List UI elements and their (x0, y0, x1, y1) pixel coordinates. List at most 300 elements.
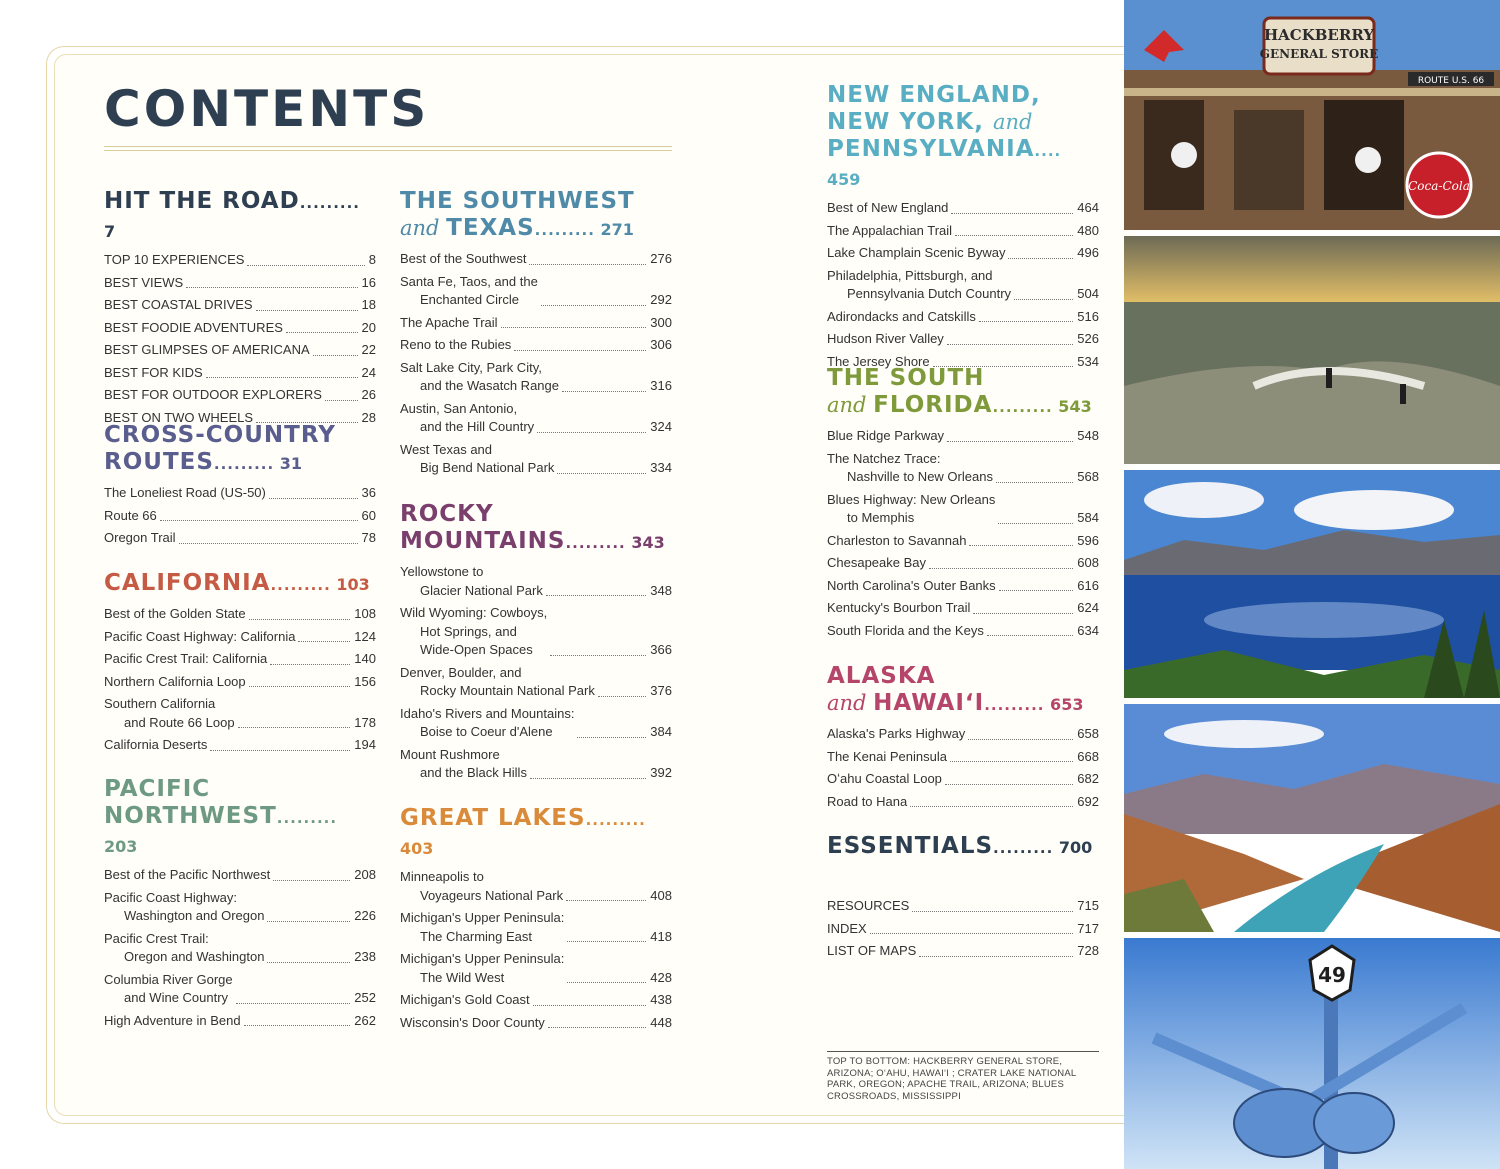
entry-title (827, 491, 995, 528)
leader-dots: ......... (565, 534, 626, 552)
entry-title-line: Denver, Boulder, and (400, 664, 522, 680)
entry-title (400, 314, 498, 333)
toc-entry (104, 866, 376, 885)
entry-page-number: 348 (650, 582, 672, 598)
entry-title (400, 950, 564, 987)
entry-title (827, 267, 1011, 304)
toc-section (827, 891, 1099, 961)
entry-title-line: North Carolina's Outer Banks (827, 577, 996, 593)
entry-title (827, 793, 907, 812)
entry-title (827, 330, 944, 349)
entry-title-line: The Loneliest Road (US-50) (104, 485, 266, 500)
entry-title-line: The Charming East (420, 928, 532, 944)
toc-entry (400, 909, 672, 946)
entry-title-line: Santa Fe, Taos, and the (400, 273, 538, 289)
entry-page-number: 418 (650, 928, 672, 944)
entry-title (400, 273, 538, 310)
leader-dots (236, 1003, 351, 1004)
leader-dots: ......... (270, 576, 331, 594)
entry-title-line: Pacific Crest Trail: California (104, 651, 268, 666)
entry-title (104, 319, 283, 338)
entry-page-number: 108 (354, 606, 376, 621)
entry-title (827, 554, 926, 573)
toc-entry (827, 308, 1099, 327)
leader-dots (298, 641, 350, 642)
toc-entry (827, 554, 1099, 573)
leader-dots: ......... (993, 839, 1054, 857)
entry-page-number: 448 (650, 1014, 672, 1030)
entry-page-number: 584 (1077, 510, 1099, 525)
toc-section (827, 365, 1099, 640)
entry-page-number: 208 (354, 867, 376, 882)
entry-page-number: 60 (361, 507, 376, 523)
toc-section (400, 501, 672, 783)
entry-title (827, 770, 942, 789)
leader-dots (1014, 299, 1073, 300)
leader-dots: ......... (299, 194, 360, 212)
entry-page-number: 496 (1077, 245, 1099, 260)
entry-title-line: Road to Hana (827, 793, 908, 809)
toc-entry (827, 748, 1099, 767)
caption-label: TOP TO BOTTOM: (827, 1056, 911, 1067)
entry-title (400, 664, 595, 701)
toc-entry (827, 793, 1099, 812)
leader-dots (273, 880, 350, 881)
toc-entry (400, 1014, 672, 1033)
toc-entry (400, 563, 672, 600)
section-heading-line: PENNSYLVANIA.... 459 (827, 136, 1062, 189)
entry-title-line: Pennsylvania Dutch Country (847, 286, 1012, 301)
section-page-number: 700 (1053, 838, 1093, 857)
entry-title (400, 441, 554, 478)
section-page-number: 103 (330, 575, 370, 594)
entry-page-number: 24 (361, 364, 376, 380)
entry-title (104, 866, 270, 885)
hackberry-sign-line2: GENERAL STORE (1259, 47, 1379, 61)
section-heading (827, 833, 1099, 862)
entry-title-line: Oregon Trail (104, 530, 176, 545)
leader-dots (270, 664, 350, 665)
section-heading-line: NEW YORK, and (827, 109, 1033, 135)
leader-dots: ......... (213, 455, 275, 473)
entry-title-line: West Texas and (400, 441, 493, 457)
entry-page-number: 292 (650, 292, 672, 307)
entry-page-number: 464 (1077, 200, 1099, 215)
leader-dots (286, 332, 358, 333)
entry-title-line: Mount Rushmore (400, 746, 500, 762)
entry-title (400, 909, 564, 946)
toc-entry (827, 897, 1099, 916)
hackberry-sign-line1: HACKBERRY (1263, 26, 1375, 44)
entry-page-number: 226 (354, 908, 376, 923)
entry-page-number: 324 (650, 419, 672, 434)
entry-title (104, 889, 264, 926)
entry-page-number: 596 (1077, 532, 1099, 548)
entry-title-line: Nashville to New Orleans (847, 469, 993, 484)
leader-dots (325, 400, 358, 401)
entry-title-line: Best of the Golden State (104, 606, 246, 621)
section-entries (400, 563, 672, 783)
entry-title-line: Kentucky's Bourbon Trail (827, 600, 971, 615)
entry-title-line: Blues Highway: New Orleans (827, 491, 996, 507)
toc-entry (104, 1012, 376, 1031)
and-word: and (827, 691, 874, 715)
entry-title (400, 604, 547, 660)
entry-title (827, 199, 948, 218)
entry-page-number: 18 (361, 297, 376, 312)
section-heading-line: ROCKY (400, 501, 494, 527)
entry-title-line: and the Hill Country (420, 419, 535, 434)
section-page-number: 653 (1044, 695, 1084, 714)
section-heading (104, 188, 376, 245)
entry-title-line: Oregon and Washington (124, 949, 265, 964)
entry-title-line: Washington and Oregon (124, 908, 265, 923)
toc-entry (400, 604, 672, 660)
entry-title-line: Pacific Coast Highway: (104, 889, 237, 905)
toc-entry (104, 484, 376, 503)
entry-title-line: Michigan's Upper Peninsula: (400, 951, 565, 966)
leader-dots (160, 520, 358, 521)
entry-title-line: Pacific Crest Trail: (104, 930, 209, 946)
section-heading-line: and FLORIDA......... 543 (827, 392, 1092, 418)
and-word: and (993, 110, 1033, 134)
entry-page-number: 682 (1077, 771, 1099, 786)
entry-page-number: 16 (361, 274, 376, 290)
toc-entry (827, 622, 1099, 641)
entry-title-line: Adirondacks and Catskills (827, 308, 976, 324)
toc-entry (827, 942, 1099, 961)
toc-entry (400, 868, 672, 905)
section-heading-line: THE SOUTH (827, 365, 985, 391)
entry-title (827, 725, 965, 744)
entry-title (104, 736, 207, 755)
leader-dots (950, 761, 1073, 762)
section-entries (104, 251, 376, 427)
toc-entry (104, 251, 376, 270)
section-heading-line: MOUNTAINS......... 343 (400, 528, 665, 554)
entry-page-number: 624 (1077, 600, 1099, 615)
entry-title (827, 942, 916, 961)
leader-dots (529, 264, 646, 265)
entry-title (400, 991, 530, 1010)
entry-title (827, 748, 947, 767)
entry-page-number: 384 (650, 724, 672, 739)
entry-title (104, 529, 176, 548)
leader-dots (910, 806, 1073, 807)
entry-title-line: BEST FOR KIDS (104, 364, 203, 380)
entry-title (827, 532, 966, 551)
entry-page-number: 715 (1077, 898, 1099, 913)
entry-page-number: 238 (354, 949, 376, 964)
entry-title-line: BEST VIEWS (104, 274, 184, 290)
entry-page-number: 668 (1077, 748, 1099, 764)
toc-entry (104, 695, 376, 732)
leader-dots (313, 355, 358, 356)
toc-entry (400, 950, 672, 987)
entry-title-line: BEST FOODIE ADVENTURES (104, 319, 283, 335)
section-entries (400, 250, 672, 478)
leader-dots: ......... (984, 696, 1045, 714)
entry-page-number: 692 (1077, 793, 1099, 809)
entry-title-line: Salt Lake City, Park City, (400, 359, 542, 375)
leader-dots (514, 350, 646, 351)
coca-cola-sign: Coca-Cola (1408, 179, 1470, 193)
leader-dots (870, 933, 1074, 934)
toc-entry (104, 364, 376, 383)
section-entries (827, 725, 1099, 811)
toc-entry (104, 650, 376, 669)
entry-title-line: and the Black Hills (420, 765, 527, 780)
section-page-number: 203 (104, 837, 138, 856)
entry-page-number: 276 (650, 251, 672, 266)
leader-dots (530, 778, 646, 779)
leader-dots: ......... (276, 809, 338, 827)
toc-entry (827, 599, 1099, 618)
entry-page-number: 22 (361, 342, 376, 357)
leader-dots (267, 921, 350, 922)
leader-dots (249, 686, 351, 687)
entry-title-line: Reno to the Rubies (400, 337, 512, 352)
entry-title-line: BEST FOR OUTDOOR EXPLORERS (104, 387, 322, 402)
entry-title-line: and the Wasatch Range (420, 378, 559, 393)
leader-dots (550, 655, 646, 656)
entry-title (827, 920, 867, 939)
toc-section (104, 776, 376, 1030)
entry-title-line: Rocky Mountain National Park (420, 683, 595, 698)
entry-title-line: Northern California Loop (104, 673, 246, 689)
entry-title (104, 971, 233, 1008)
leader-dots (951, 213, 1073, 214)
section-entries (104, 866, 376, 1030)
entry-title (827, 427, 944, 446)
entry-title-line: Charleston to Savannah (827, 532, 967, 548)
entry-page-number: 728 (1077, 943, 1099, 958)
entry-title (827, 222, 952, 241)
section-heading-line: PACIFIC (104, 776, 211, 802)
section-heading-line: GREAT LAKES......... 403 (400, 805, 646, 858)
entry-title-line: South Florida and the Keys (827, 622, 984, 638)
toc-entry (104, 971, 376, 1008)
entry-page-number: 717 (1077, 920, 1099, 936)
toc-section (400, 805, 672, 1032)
toc-entry (104, 319, 376, 338)
highway-49-sign: 49 (1318, 963, 1346, 987)
toc-section (827, 663, 1099, 811)
leader-dots (955, 235, 1073, 236)
section-entries (827, 427, 1099, 640)
toc-entry (827, 577, 1099, 596)
section-heading-line: ESSENTIALS......... 700 (827, 833, 1093, 859)
leader-dots (244, 1025, 351, 1026)
entry-page-number: 78 (361, 530, 376, 545)
toc-section (104, 422, 376, 548)
oahu-surf-photo (1124, 236, 1500, 464)
leader-dots (567, 941, 646, 942)
entry-title-line: The Kenai Peninsula (827, 748, 947, 764)
section-heading (827, 82, 1099, 193)
entry-title (400, 359, 559, 396)
caption-text: HACKBERRY GENERAL STORE, ARIZONA; OʻAHU, HAWAIʻI ; CRATER LAKE NATIONAL PARK, OREGON; APACHE TRAIL, ARIZONA; BLUES CROSSROADS, MISSISSIPPI (827, 1056, 1077, 1102)
leader-dots (969, 545, 1073, 546)
entry-title (827, 577, 996, 596)
entry-title-line: The Appalachian Trail (827, 222, 953, 238)
leader-dots (598, 696, 646, 697)
entry-title (400, 705, 574, 742)
entry-title (104, 484, 266, 503)
toc-entry (104, 341, 376, 360)
entry-title (104, 274, 183, 293)
entry-title-line: Hot Springs, and (420, 623, 517, 639)
leader-dots (999, 590, 1074, 591)
leader-dots (562, 391, 646, 392)
route-sign: ROUTE U.S. 66 (1417, 76, 1485, 86)
toc-entry (104, 274, 376, 293)
entry-title (827, 897, 909, 916)
section-heading (400, 188, 672, 244)
leader-dots (247, 265, 364, 266)
toc-entry (827, 491, 1099, 528)
entry-title-line: to Memphis (847, 510, 915, 525)
leader-dots (567, 982, 646, 983)
entry-page-number: 20 (361, 319, 376, 335)
entry-page-number: 658 (1077, 726, 1099, 741)
entry-page-number: 392 (650, 765, 672, 780)
entry-title-line: Glacier National Park (420, 582, 543, 598)
leader-dots (537, 432, 646, 433)
entry-title-line: RESOURCES (827, 898, 910, 913)
leader-dots (501, 327, 647, 328)
entry-title-line: TOP 10 EXPERIENCES (104, 252, 245, 267)
hackberry-general-store-photo (1124, 0, 1500, 230)
entry-title (400, 336, 511, 355)
entry-title-line: Yellowstone to (400, 564, 484, 579)
entry-page-number: 568 (1077, 469, 1099, 484)
entry-page-number: 376 (650, 683, 672, 698)
entry-title-line: Minneapolis to (400, 869, 484, 884)
leader-dots (179, 543, 358, 544)
entry-page-number: 124 (354, 628, 376, 644)
toc-entry (827, 330, 1099, 349)
entry-title-line: BEST COASTAL DRIVES (104, 297, 253, 312)
section-heading-line: ALASKA (827, 663, 936, 689)
toc-section (827, 82, 1099, 371)
leader-dots (548, 1027, 646, 1028)
entry-page-number: 194 (354, 737, 376, 752)
leader-dots (947, 441, 1073, 442)
section-heading-line: THE SOUTHWEST (400, 188, 635, 214)
leader-dots: ......... (585, 811, 646, 829)
leader-dots (541, 305, 646, 306)
entry-title (104, 251, 244, 270)
leader-dots (210, 750, 350, 751)
toc-entry (104, 628, 376, 647)
entry-title-line: Pacific Coast Highway: California (104, 628, 296, 644)
leader-dots (249, 619, 351, 620)
entry-page-number: 534 (1077, 353, 1099, 369)
toc-entry (400, 441, 672, 478)
entry-page-number: 480 (1077, 222, 1099, 238)
toc-entry (400, 314, 672, 333)
entry-page-number: 608 (1077, 555, 1099, 570)
entry-page-number: 26 (361, 387, 376, 402)
entry-title (104, 364, 203, 383)
entry-page-number: 316 (650, 378, 672, 393)
entry-title-line: Best of New England (827, 200, 949, 215)
toc-entry (400, 336, 672, 355)
entry-title-line: BEST ON TWO WHEELS (104, 409, 254, 425)
toc-entry (104, 736, 376, 755)
toc-entry (104, 930, 376, 967)
entry-page-number: 616 (1077, 577, 1099, 593)
crater-lake-photo (1124, 470, 1500, 698)
entry-title (104, 296, 253, 315)
toc-section (104, 570, 376, 755)
section-heading (400, 805, 672, 862)
section-page-number: 459 (827, 170, 861, 189)
entry-title-line: Hudson River Valley (827, 331, 944, 346)
entry-page-number: 438 (650, 992, 672, 1007)
title-rule (104, 146, 672, 151)
entry-page-number: 306 (650, 337, 672, 352)
entry-title-line: Lake Champlain Scenic Byway (827, 245, 1006, 260)
entry-title-line: The Apache Trail (400, 314, 498, 330)
toc-section (827, 833, 1099, 862)
section-entries (827, 199, 1099, 371)
blues-crossroads-photo (1124, 938, 1500, 1169)
leader-dots (269, 498, 358, 499)
leader-dots (186, 287, 357, 288)
entry-title (400, 250, 526, 269)
section-heading-line: NEW ENGLAND, (827, 82, 1041, 108)
entry-page-number: 334 (650, 460, 672, 475)
entry-title (827, 599, 970, 618)
section-page-number: 31 (274, 454, 303, 473)
entry-title-line: Best of the Pacific Northwest (104, 867, 271, 882)
section-heading-line: CALIFORNIA......... 103 (104, 570, 370, 596)
leader-dots (1008, 258, 1073, 259)
section-page-number: 343 (625, 533, 665, 552)
entry-title-line: Boise to Coeur d'Alene (420, 724, 553, 739)
leader-dots (577, 737, 646, 738)
entry-title-line: and Wine Country (124, 990, 229, 1005)
toc-entry (400, 705, 672, 742)
entry-title-line: Oʻahu Coastal Loop (827, 771, 942, 786)
entry-title (400, 400, 534, 437)
section-heading-line: HIT THE ROAD......... 7 (104, 188, 360, 241)
section-page-number: 271 (594, 220, 634, 239)
leader-dots (968, 739, 1073, 740)
section-heading-line: NORTHWEST......... 203 (104, 803, 338, 856)
leader-dots (566, 900, 646, 901)
entry-title-line: Wide-Open Spaces (420, 642, 533, 657)
section-page-number: 403 (400, 839, 434, 858)
entry-title (104, 1012, 241, 1031)
entry-title-line: Voyageurs National Park (420, 887, 564, 903)
entry-title-line: High Adventure in Bend (104, 1012, 241, 1028)
entry-page-number: 252 (354, 990, 376, 1005)
leader-dots (919, 956, 1073, 957)
toc-entry (104, 507, 376, 526)
toc-entry (827, 222, 1099, 241)
leader-dots (979, 321, 1073, 322)
leader-dots (267, 962, 350, 963)
entry-page-number: 36 (361, 485, 376, 500)
leader-dots (929, 568, 1073, 569)
leader-dots (533, 1005, 647, 1006)
section-heading-line: and TEXAS......... 271 (400, 215, 634, 241)
entry-page-number: 634 (1077, 622, 1099, 638)
section-heading-line: and HAWAIʻI......... 653 (827, 690, 1084, 716)
